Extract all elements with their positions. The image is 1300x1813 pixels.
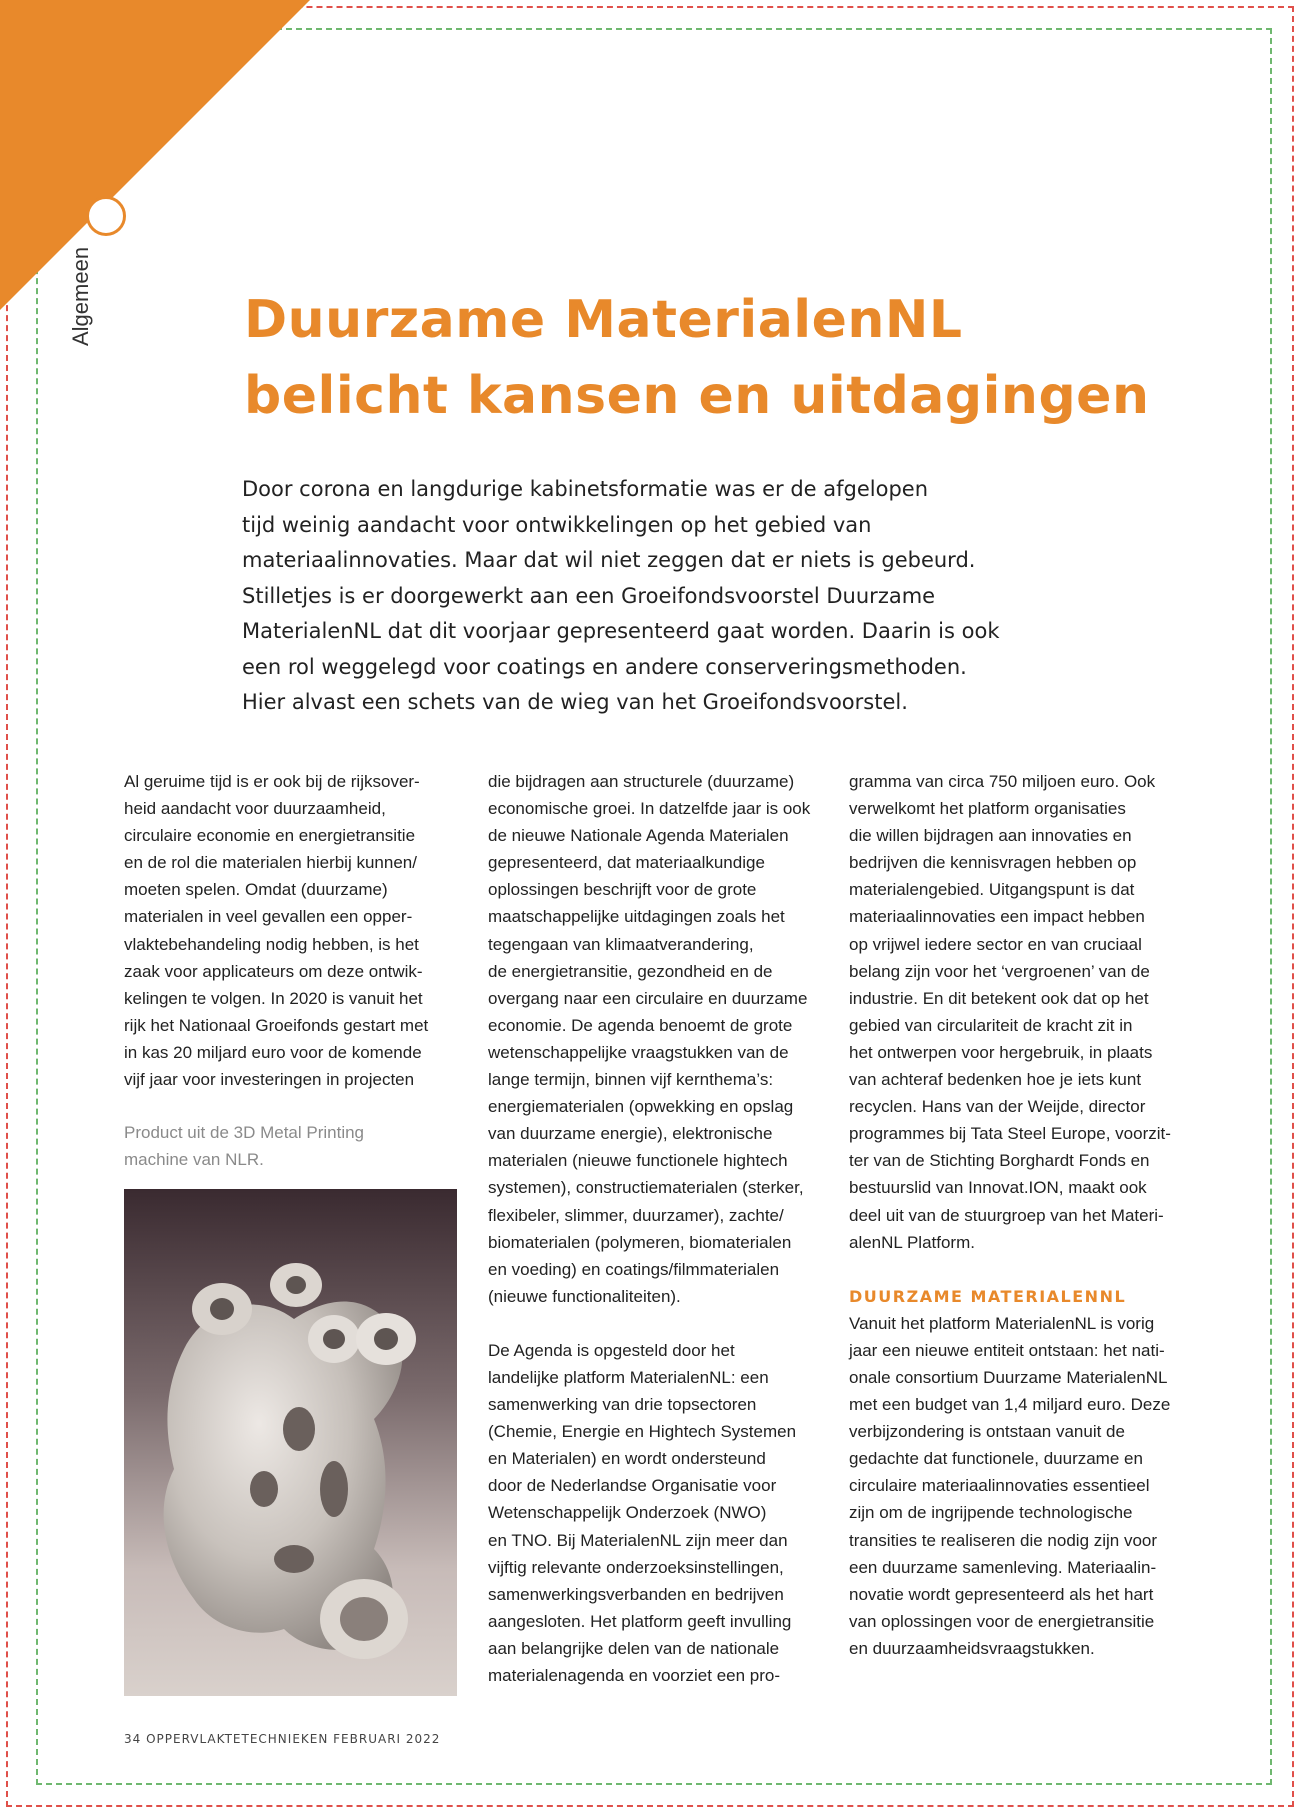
body-line: op vrijwel iedere sector en van cruciaal: [849, 934, 1142, 954]
body-line: met een budget van 1,4 miljard euro. Deze: [849, 1395, 1171, 1415]
body-line: kelingen te volgen. In 2020 is vanuit het: [124, 988, 423, 1008]
body-line: Al geruime tijd is er ook bij de rijksover-: [124, 772, 420, 791]
body-line: en duurzaamheidsvraagstukken.: [849, 1638, 1095, 1658]
body-line: vijftig relevante onderzoeksinstellingen,: [488, 1557, 784, 1577]
body-line: rijk het Nationaal Groeifonds gestart met: [124, 1015, 429, 1035]
body-line: recyclen. Hans van der Weijde, director: [849, 1097, 1146, 1117]
body-line: en voeding) en coatings/filmmaterialen: [488, 1259, 780, 1279]
body-line: de energietransitie, gezondheid en de: [488, 961, 773, 981]
body-line: materiaalinnovaties een impact hebben: [849, 907, 1145, 927]
body-line: en Materialen) en wordt ondersteund: [488, 1449, 766, 1469]
body-column-1: [124, 768, 454, 1093]
intro-paragraph: [242, 472, 1002, 721]
intro-line: materiaalinnovaties. Maar dat wil niet zeggen dat er niets is gebeurd.: [242, 548, 976, 572]
body-line: bedrijven die kennisvragen hebben op: [849, 853, 1137, 873]
caption-line: Product uit de 3D Metal Printing: [124, 1123, 365, 1142]
product-photo-3d-printed-metal-part: [124, 1189, 457, 1696]
body-line: oplossingen beschrijft voor de grote: [488, 880, 757, 900]
body-line: verbijzondering is ontstaan vanuit de: [849, 1422, 1125, 1442]
body-line: novatie wordt gepresenteerd als het hart: [849, 1584, 1154, 1604]
body-line: overgang naar een circulaire en duurzame: [488, 988, 808, 1008]
body-line: samenwerkingsverbanden en bedrijven: [488, 1584, 784, 1604]
body-line: systemen), constructiematerialen (sterker,: [488, 1178, 804, 1198]
paragraph-gap: [488, 1310, 818, 1337]
body-line: vlaktebehandeling nodig hebben, is het: [124, 934, 419, 954]
body-column-3: [849, 768, 1179, 1662]
body-line: die bijdragen aan structurele (duurzame): [488, 772, 795, 791]
title-line: Duurzame MaterialenNL: [244, 290, 963, 350]
body-line: gedachte dat functionele, duurzame en: [849, 1449, 1143, 1469]
body-line: materialen (nieuwe functionele hightech: [488, 1151, 788, 1171]
body-line: gebied van circulariteit de kracht zit in: [849, 1015, 1133, 1035]
intro-line: tijd weinig aandacht voor ontwikkelingen op het gebied van: [242, 512, 872, 537]
body-line: van duurzame energie), elektronische: [488, 1124, 773, 1144]
body-line: circulaire materiaalinnovaties essentieel: [849, 1476, 1150, 1496]
corner-triangle-decoration: [0, 0, 310, 310]
body-line: Wetenschappelijk Onderzoek (NWO): [488, 1503, 767, 1523]
body-line: landelijke platform MaterialenNL: een: [488, 1367, 769, 1387]
body-line: onale consortium Duurzame MaterialenNL: [849, 1367, 1168, 1387]
body-line: transities te realiseren die nodig zijn voor: [849, 1530, 1158, 1550]
body-line: biomaterialen (polymeren, biomaterialen: [488, 1232, 792, 1252]
section-subheading: DUURZAME MATERIALENNL: [849, 1286, 1127, 1306]
body-line: wetenschappelijke vraagstukken van de: [488, 1042, 789, 1062]
article-title: [244, 282, 1244, 434]
body-line: jaar een nieuwe entiteit ontstaan: het nati-: [849, 1340, 1165, 1360]
paragraph-gap: [849, 1256, 1179, 1283]
body-line: materialen in veel gevallen een opper-: [124, 907, 413, 927]
body-line: materialenagenda en voorziet een pro-: [488, 1666, 781, 1685]
photo-caption: [124, 1119, 454, 1173]
body-line: gramma van circa 750 miljoen euro. Ook: [849, 772, 1156, 791]
body-line: lange termijn, binnen vijf kernthema’s:: [488, 1070, 774, 1090]
intro-line: een rol weggelegd voor coatings en andere conserveringsmethoden.: [242, 654, 967, 679]
body-line: heid aandacht voor duurzaamheid,: [124, 799, 386, 819]
body-line: van oplossingen voor de energietransitie: [849, 1611, 1155, 1631]
body-line: het ontwerpen voor hergebruik, in plaats: [849, 1042, 1153, 1062]
body-line: vijf jaar voor investeringen in projecten: [124, 1070, 415, 1090]
body-line: zijn om de ingrijpende technologische: [849, 1503, 1133, 1523]
metal-part-illustration: [124, 1189, 457, 1696]
body-line: Vanuit het platform MaterialenNL is vorig: [849, 1313, 1155, 1333]
body-line: ter van de Stichting Borghardt Fonds en: [849, 1151, 1150, 1171]
body-line: moeten spelen. Omdat (duurzame): [124, 880, 388, 900]
body-line: maatschappelijke uitdagingen zoals het: [488, 907, 785, 927]
body-line: programmes bij Tata Steel Europe, voorzit-: [849, 1124, 1171, 1144]
body-line: de nieuwe Nationale Agenda Materialen: [488, 826, 789, 846]
body-line: en de rol die materialen hierbij kunnen/: [124, 853, 417, 873]
caption-line: machine van NLR.: [124, 1150, 264, 1169]
body-line: gepresenteerd, dat materiaalkundige: [488, 853, 765, 873]
body-line: belang zijn voor het ‘vergroenen’ van de: [849, 961, 1150, 981]
body-line: industrie. En dit betekent ook dat op het: [849, 988, 1149, 1008]
corner-circle-decoration: [86, 196, 126, 236]
body-line: (nieuwe functionaliteiten).: [488, 1286, 681, 1306]
body-line: verwelkomt het platform organisaties: [849, 799, 1126, 819]
intro-line: Door corona en langdurige kabinetsformatie was er de afgelopen: [242, 477, 929, 501]
body-line: flexibeler, slimmer, duurzamer), zachte/: [488, 1205, 784, 1225]
title-line: belicht kansen en uitdagingen: [244, 366, 1150, 426]
body-line: De Agenda is opgesteld door het: [488, 1340, 735, 1360]
body-line: aan belangrijke delen van de nationale: [488, 1638, 780, 1658]
body-line: economische groei. In datzelfde jaar is ook: [488, 799, 811, 819]
body-line: en TNO. Bij MaterialenNL zijn meer dan: [488, 1530, 788, 1550]
body-line: deel uit van de stuurgroep van het Materi-: [849, 1205, 1164, 1225]
body-line: in kas 20 miljard euro voor de komende: [124, 1042, 422, 1062]
body-line: samenwerking van drie topsectoren: [488, 1395, 757, 1415]
body-line: (Chemie, Energie en Hightech Systemen: [488, 1422, 797, 1442]
body-line: door de Nederlandse Organisatie voor: [488, 1476, 777, 1496]
intro-line: Hier alvast een schets van de wieg van het Groeifondsvoorstel.: [242, 690, 908, 714]
body-line: bestuurslid van Innovat.ION, maakt ook: [849, 1178, 1147, 1198]
body-line: een duurzame samenleving. Materiaalin-: [849, 1557, 1157, 1577]
body-line: aangesloten. Het platform geeft invulling: [488, 1611, 792, 1631]
body-line: circulaire economie en energietransitie: [124, 826, 416, 846]
body-line: energiematerialen (opwekking en opslag: [488, 1097, 794, 1117]
body-line: alenNL Platform.: [849, 1232, 975, 1252]
body-line: die willen bijdragen aan innovaties en: [849, 826, 1132, 846]
page-footer: 34 OPPERVLAKTETECHNIEKEN FEBRUARI 2022: [124, 1732, 441, 1746]
body-column-2: [488, 768, 818, 1689]
body-line: tegengaan van klimaatverandering,: [488, 934, 754, 954]
section-label: Algemeen: [68, 246, 93, 346]
intro-line: MaterialenNL dat dit voorjaar gepresenteerd gaat worden. Daarin is ook: [242, 619, 1000, 643]
intro-line: Stilletjes is er doorgewerkt aan een Groeifondsvoorstel Duurzame: [242, 583, 936, 608]
body-line: economie. De agenda benoemt de grote: [488, 1015, 793, 1035]
body-line: materialengebied. Uitgangspunt is dat: [849, 880, 1135, 900]
body-line: van achteraf bedenken hoe je iets kunt: [849, 1070, 1142, 1090]
body-line: zaak voor applicateurs om deze ontwik-: [124, 961, 423, 981]
